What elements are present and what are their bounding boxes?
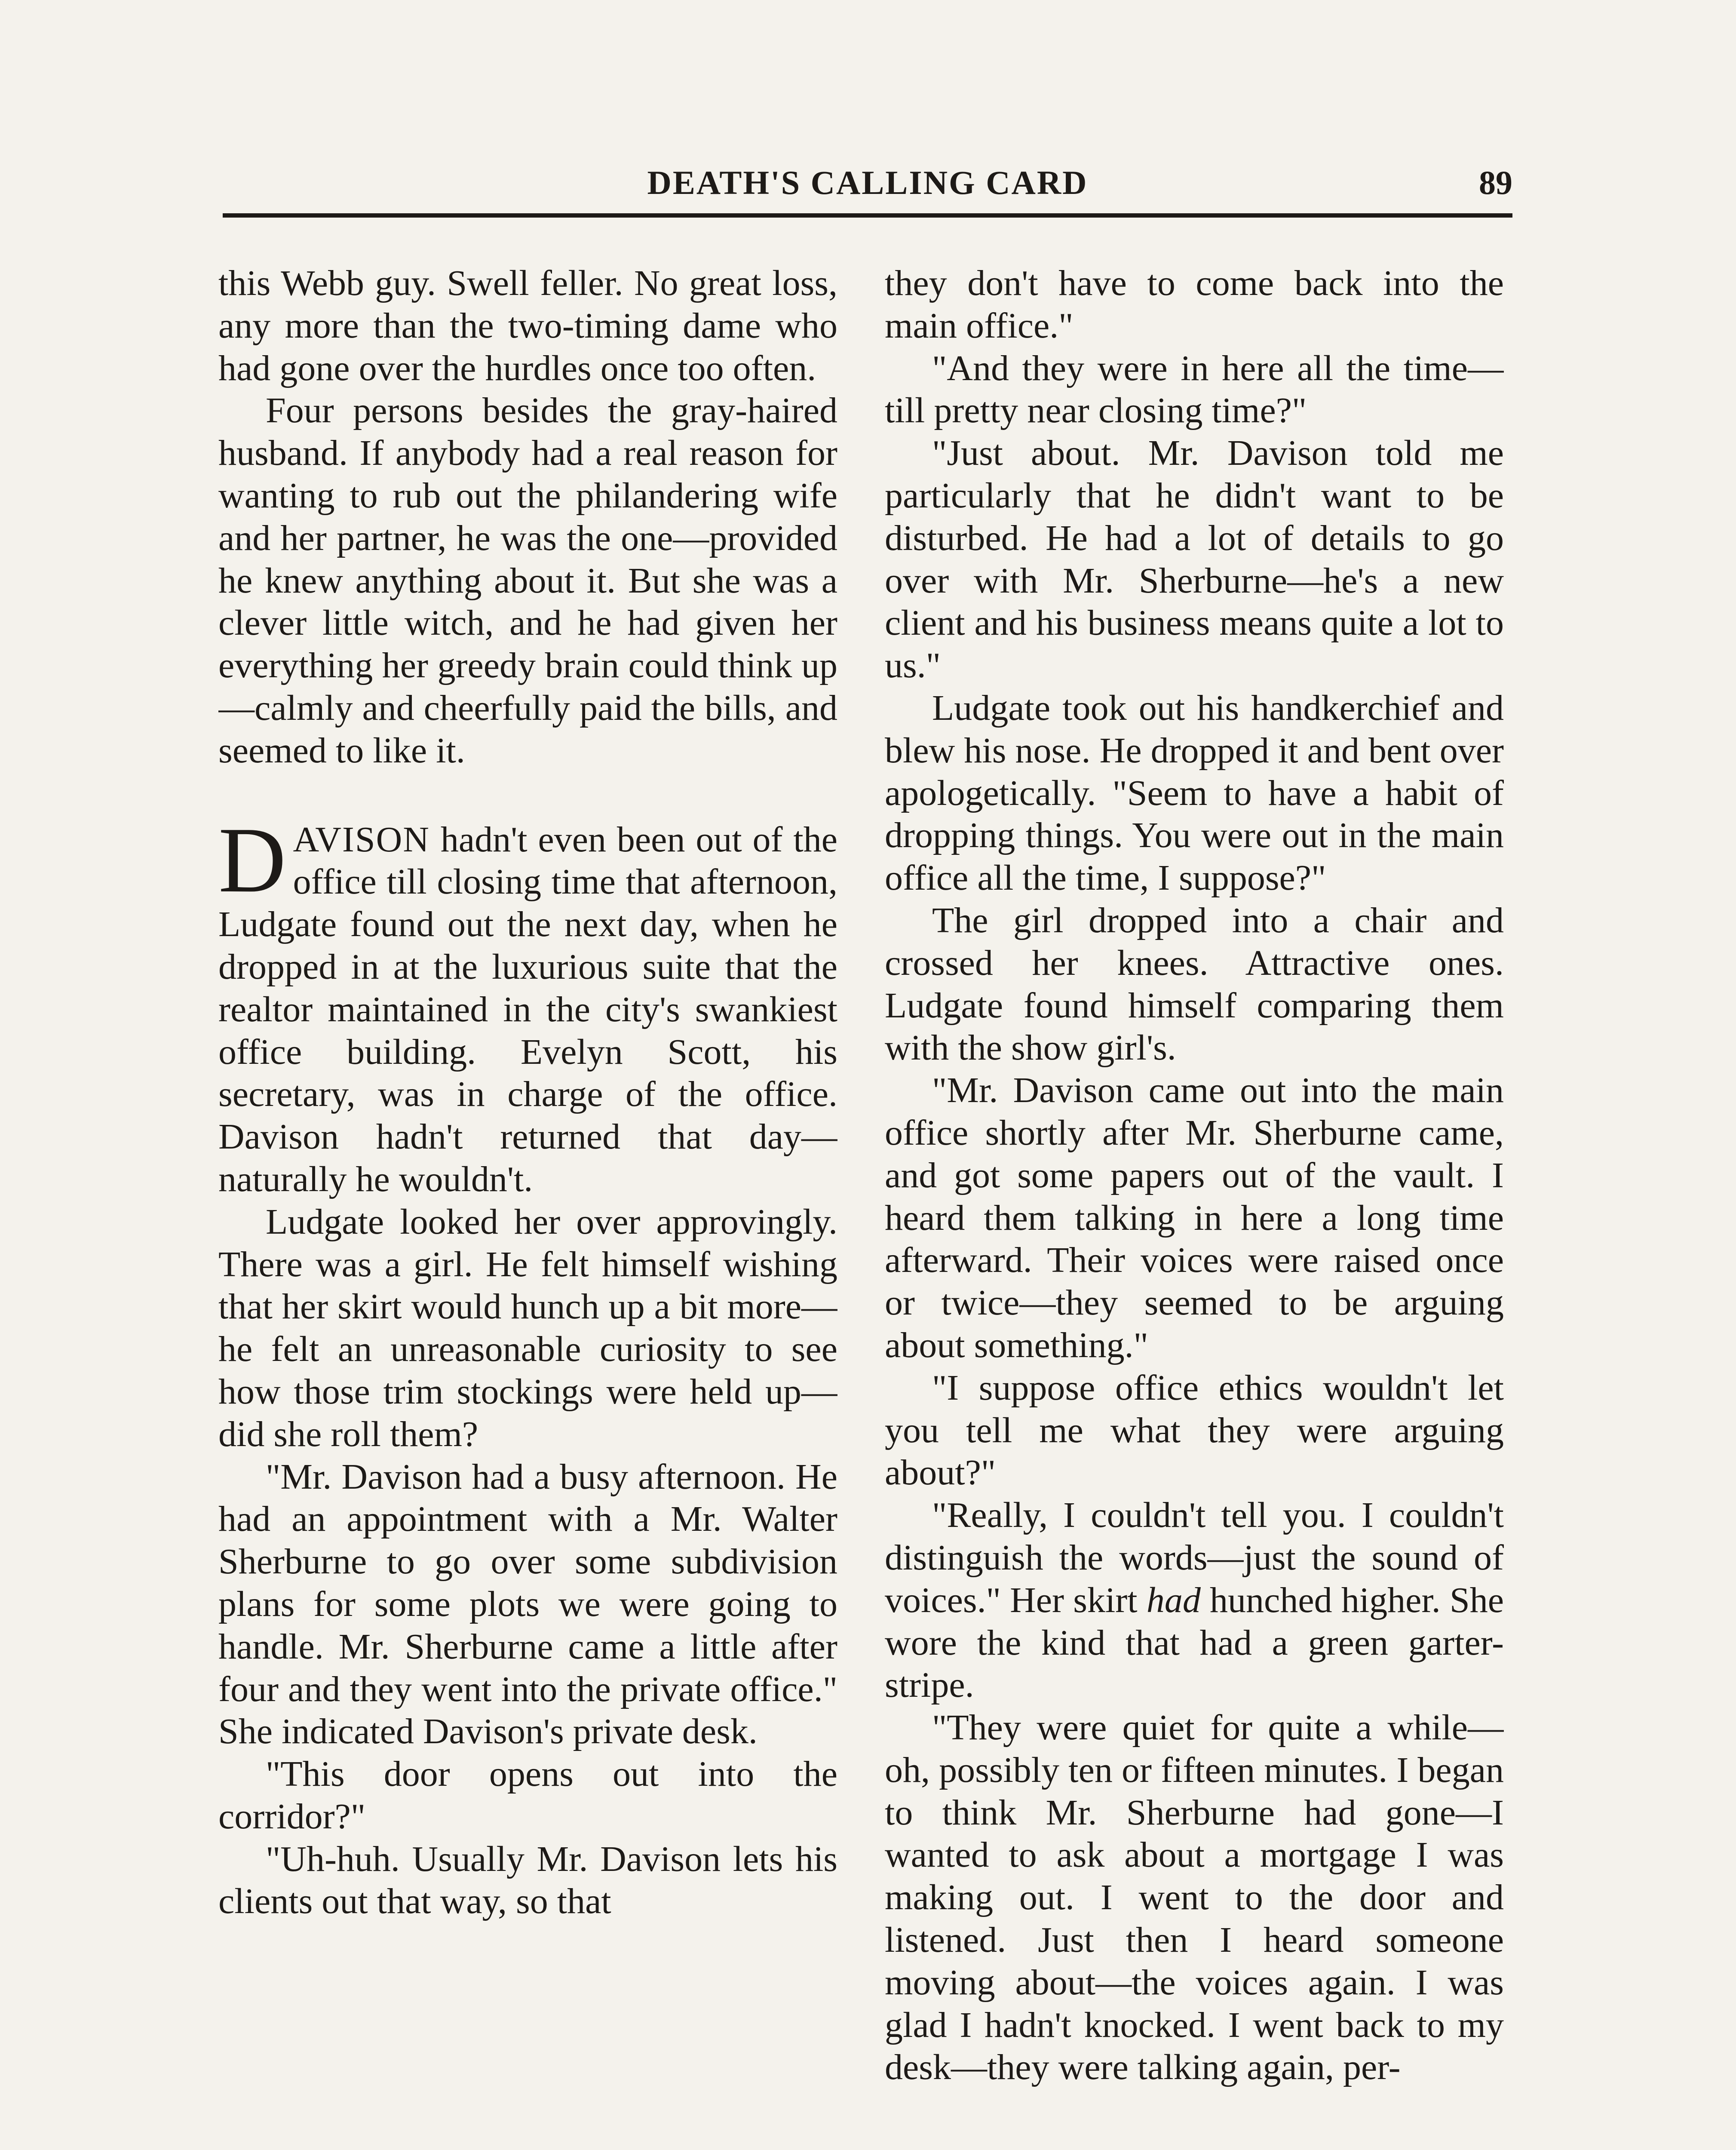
paragraph: this Webb guy. Swell feller. No great loss, any more than the two-timing dame who had gone over the hurdles once too often. bbox=[218, 263, 837, 388]
paragraph-text: "Really, I couldn't tell you. I couldn't distinguish the words—just the sound of voices." Her skirt bbox=[885, 1495, 1504, 1620]
page-number: 89 bbox=[1479, 164, 1512, 201]
paragraph: they don't have to come back into the main office." bbox=[885, 263, 1504, 346]
drop-cap: D bbox=[218, 808, 286, 912]
running-title: DEATH'S CALLING CARD bbox=[647, 164, 1088, 201]
paragraph: "Mr. Davison had a busy afternoon. He had an appointment with a Mr. Walter Sherburne to go over some subdivision plans for some plots we were going to handle. Mr. Sherburne came a little after four and they went into the private office." She indicated Davison's private desk. bbox=[218, 1456, 837, 1752]
paragraph bbox=[885, 1494, 1504, 1707]
small-caps-lead: AVISON bbox=[293, 819, 430, 860]
paragraph: Ludgate took out his handkerchief and blew his nose. He dropped it and bent over apologetically. "Seem to have a habit of dropping things. You were out in the main office all the time, I suppose?" bbox=[885, 688, 1504, 898]
paragraph: Four persons besides the gray-haired husband. If anybody had a real reason for wanting to rub out the philandering wife and her partner, he was the one—provided he knew anything about it. But she was a clever little witch, and he had given her everything her greedy brain could think up—calmly and cheerfully paid the bills, and seemed to like it. bbox=[218, 390, 837, 771]
paragraph: "Uh-huh. Usually Mr. Davison lets his clients out that way, so that bbox=[218, 1839, 837, 1922]
paragraph: "This door opens out into the corridor?" bbox=[218, 1754, 837, 1837]
emphasis: had bbox=[1146, 1580, 1201, 1620]
paragraph: "I suppose office ethics wouldn't let you tell me what they were arguing about?" bbox=[885, 1367, 1504, 1493]
paragraph: "They were quiet for quite a while—oh, possibly ten or fifteen minutes. I began to think Mr. Sherburne had gone—I wanted to ask about a mortgage I was making out. I went to the door and listened. Just then I heard someone moving about—the voices again. I was glad I hadn't knocked. I went back to my desk—they were talking again, per- bbox=[885, 1708, 1504, 2088]
paragraph: "Just about. Mr. Davison told me particularly that he didn't want to be disturbed. He had a lot of details to go over with Mr. Sherburne—he's a new client and his business means quite a lot to us." bbox=[885, 433, 1504, 686]
right-column bbox=[885, 262, 1504, 2150]
running-header bbox=[223, 163, 1512, 211]
paragraph: "And they were in here all the time—till pretty near closing time?" bbox=[885, 348, 1504, 431]
left-column bbox=[218, 262, 837, 2150]
paragraph: The girl dropped into a chair and crossed her knees. Attractive ones. Ludgate found himself comparing them with the show girl's. bbox=[885, 900, 1504, 1068]
section-opening-paragraph bbox=[218, 808, 837, 1201]
paragraph-text: hunched higher. She wore the kind that had a green garter-stripe. bbox=[885, 1580, 1504, 1705]
header-rule bbox=[223, 213, 1512, 218]
paragraph-text: hadn't even been out of the office till closing time that afternoon, Ludgate found out the next day, when he dropped in at the luxurious suite that the realtor maintained in the city's swankiest office building. Evelyn Scott, his secretary, was in charge of the office. Davison hadn't returned that day—naturally he wouldn't. bbox=[218, 819, 837, 1199]
paragraph: "Mr. Davison came out into the main office shortly after Mr. Sherburne came, and got some papers out of the vault. I heard them talking in here a long time afterward. Their voices were raised once or twice—they seemed to be arguing about something." bbox=[885, 1070, 1504, 1365]
paragraph: Ludgate looked her over approvingly. There was a girl. He felt himself wishing that her skirt would hunch up a bit more—he felt an unreasonable curiosity to see how those trim stockings were held up—did she roll them? bbox=[218, 1201, 837, 1454]
